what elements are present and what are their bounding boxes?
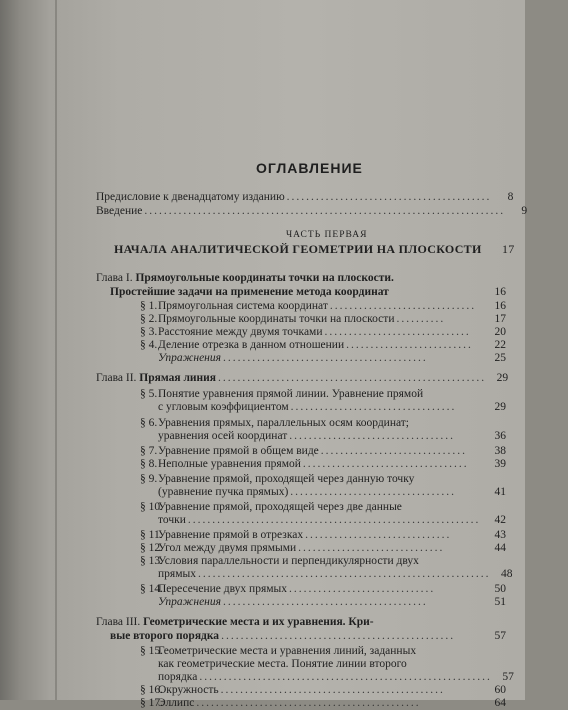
toc-section-cont: с угловым коэффициентом .................................. 29: [158, 401, 506, 413]
toc-section: § 16. Окружность .............................................. 60: [140, 684, 506, 696]
toc-title: ОГЛАВЛЕНИЕ: [256, 160, 363, 176]
toc-text: [96, 0, 528, 709]
chapter-heading: Глава II. Прямая линия ....................................................... 29: [96, 372, 509, 384]
toc-entry: Введение .......................................................................... 9: [96, 205, 528, 217]
toc-section: § 12. Угол между двумя прямыми .............................. 44: [140, 542, 506, 554]
toc-section-cont: как геометрические места. Понятие линии второго: [158, 658, 407, 670]
toc-entry: Предисловие к двенадцатому изданию .......................................... 8: [96, 191, 514, 203]
chapter-heading-cont: Простейшие задачи на применение метода координат 16: [110, 286, 506, 298]
toc-section: § 11. Уравнение прямой в отрезках .............................. 43: [140, 529, 506, 541]
chapter-heading: Глава III. Геометрические места и их уравнения. Кри-: [96, 616, 374, 628]
page-gutter: [55, 0, 57, 700]
part-label: ЧАСТЬ ПЕРВАЯ: [286, 230, 368, 240]
toc-exercises: Упражнения .......................................... 25: [158, 352, 506, 364]
chapter-heading-cont: вые второго порядка ................................................ 57: [110, 630, 506, 642]
chapter-heading: Глава I. Прямоугольные координаты точки на плоскости.: [96, 272, 394, 284]
toc-section: § 7. Уравнение прямой в общем виде .............................. 38: [140, 445, 506, 457]
toc-section: § 6.Уравнения прямых, параллельных осям координат;: [140, 417, 410, 429]
toc-section: § 10.Уравнение прямой, проходящей через две данные: [140, 501, 402, 513]
toc-section: § 9.Уравнение прямой, проходящей через данную точку: [140, 473, 415, 485]
toc-section-cont: точки ............................................................ 42: [158, 514, 506, 526]
toc-section: § 15.Геометрические места и уравнения линий, заданных: [140, 645, 417, 657]
part-title: НАЧАЛА АНАЛИТИЧЕСКОЙ ГЕОМЕТРИИ НА ПЛОСКОСТИ 17: [114, 242, 515, 256]
toc-section: § 3. Расстояние между двумя точками .............................. 20: [140, 326, 506, 338]
toc-section: § 14. Пересечение двух прямых .............................. 50: [140, 583, 506, 595]
toc-section: § 17. Эллипс .............................................. 64: [140, 697, 506, 709]
toc-section: § 2. Прямоугольные координаты точки на плоскости .......... 17: [140, 313, 506, 325]
toc-section-cont: уравнения осей координат .................................. 36: [158, 430, 506, 442]
toc-section: § 8. Неполные уравнения прямой .................................. 39: [140, 458, 506, 470]
toc-section-cont: прямых ............................................................ 48: [158, 568, 513, 580]
toc-section: § 1. Прямоугольная система координат .............................. 16: [140, 300, 506, 312]
toc-section: § 5.Понятие уравнения прямой линии. Уравнение прямой: [140, 388, 424, 400]
toc-section: § 4. Деление отрезка в данном отношении .......................... 22: [140, 339, 506, 351]
toc-exercises: Упражнения .......................................... 51: [158, 596, 506, 608]
toc-section-cont: порядка ............................................................ 57: [158, 671, 514, 683]
toc-section: § 13.Условия параллельности и перпендикулярности двух: [140, 555, 419, 567]
toc-section-cont: (уравнение пучка прямых) .................................. 41: [158, 486, 506, 498]
